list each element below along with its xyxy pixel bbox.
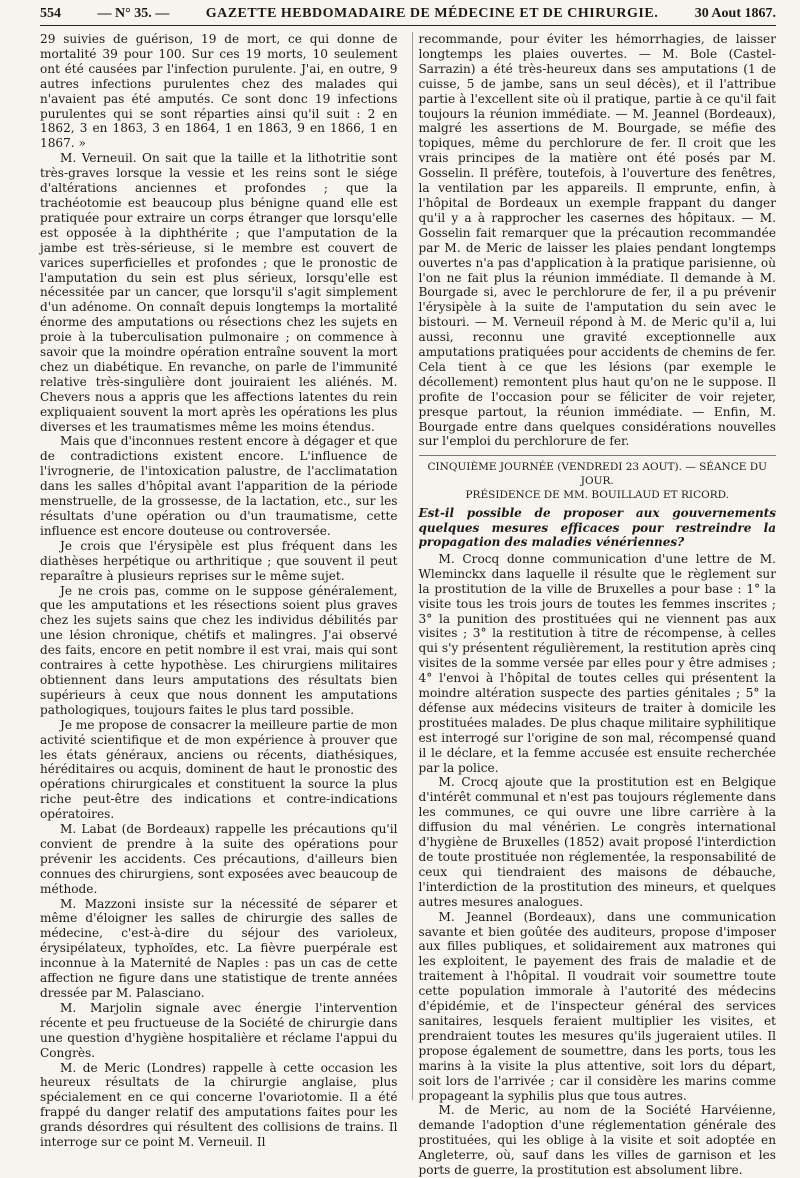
session-line: CINQUIÈME JOURNÉE (VENDREDI 23 AOUT). — SÉANCE DU JOUR. bbox=[427, 461, 768, 488]
issue-date: 30 Aout 1867. bbox=[694, 6, 776, 21]
paragraph: M. Marjolin signale avec énergie l'intervention récente et peu fructueuse de la Société de chirurgie dans une question d'hygiène hospitalière et réclame l'appui du Congrès. bbox=[40, 1000, 398, 1060]
page-number: 554 bbox=[40, 6, 61, 21]
paragraph: M. Jeannel (Bordeaux), dans une communication savante et bien goûtée des auditeurs, propose d'imposer aux filles publiques, et solidairement aux matrones qui les exploitent, le payement des frais de maladie et de traitement à l'hôpital. Il voudrait voir soumettre toute cette population immorale à l'autorité des médecins d'épidémie, et de l'inspecteur général des services sanitaires, lesquels feraient multiplier les visites, et prendraient toutes les mesures qu'ils jugeraient utiles. Il propose également de soumettre, dans les ports, tous les marins à la visite la plus attentive, soit lors du départ, soit lors de l'arrivée ; car il considère les marins comme propageant la syphilis plus que tous autres. bbox=[418, 909, 776, 1103]
paragraph: M. Mazzoni insiste sur la nécessité de séparer et même d'éloigner les salles de chirurgie des salles de médecine, c'est-à-dire du séjour des varioleux, érysipélateux, typhoïdes, etc. La fièvre puerpérale est inconnue à la Maternité de Naples : pas un cas de cette affection ne figure dans une statistique de trente années dressée par M. Palasciano. bbox=[40, 896, 398, 1000]
paragraph: Mais que d'inconnues restent encore à dégager et que de contradictions existent encore. L'influence de l'ivrognerie, de l'intoxication palustre, de l'acclimatation dans les salles d'hôpital avant l'apparition de la période menstruelle, de la grossesse, de la lactation, etc., sur les résultats d'une opération ou d'un traumatisme, cette influence est encore douteuse ou controversée. bbox=[40, 434, 398, 538]
paragraph: M. de Meric, au nom de la Société Harvéienne, demande l'adoption d'une réglementation générale des prostituées, qui les oblige à la visite et soit adoptée en Angleterre, où, sauf dans les villes de garnison et les ports de guerre, la prostitution est absolument libre. bbox=[418, 1103, 776, 1178]
paragraph: 29 suivies de guérison, 19 de mort, ce qui donne de mortalité 39 pour 100. Sur ces 19 morts, 10 seulement ont été causées par l'infection purulente. J'ai, en outre, 9 autres infections purulentes chez des malades qui n'avaient pas été amputés. Ce sont donc 19 infections purulentes qui se sont réparties ainsi qu'il suit : 2 en 1862, 3 en 1863, 3 en 1864, 1 en 1863, 9 en 1866, 1 en 1867. » bbox=[40, 32, 398, 151]
running-header bbox=[40, 6, 776, 26]
paragraph: Je ne crois pas, comme on le suppose généralement, que les amputations et les résections soient plus graves chez les sujets sains que chez les individus débilités par une lésion chronique, chétifs et malingres. J'ai observé des faits, encore en petit nombre il est vrai, mais qui sont contraires à cette hypothèse. Les chirurgiens militaires obtiennent dans leurs amputations des résultats bien supérieurs à ceux que nous donnent les amputations pathologiques, toujours faites le plus tard possible. bbox=[40, 583, 398, 717]
paragraph: Je me propose de consacrer la meilleure partie de mon activité scientifique et de mon expérience à prouver que les états généraux, anciens ou récents, diathésiques, héréditaires ou acquis, dominent de haut le pronostic des opérations chirurgicales et constituent la source la plus riche peut-être des indications et contre-indications opératoires. bbox=[40, 717, 398, 822]
issue-number: — N° 35. — bbox=[97, 6, 170, 21]
session-heading bbox=[419, 455, 777, 502]
paragraph: recommande, pour éviter les hémorrhagies, de laisser longtemps les plaies ouvertes. — M. Bole (Castel-Sarrazin) a été très-heureux dans ses amputations (1 de cuisse, 5 de jambe, sans un seul décès), et il l'attribue partie à l'excellent site où il pratique, partie à ce qu'il fait toujours la réunion immédiate. — M. Jeannel (Bordeaux), malgré les assertions de M. Bourgade, se méfie des topiques, même du perchlorure de fer. Il croit que les vrais principes de la matière ont été posés par M. Gosselin. Il préfère, toutefois, à l'ouverture des fenêtres, la ventilation par les appareils. Il emprunte, enfin, à l'hôpital de Bordeaux un exemple frappant du danger qu'il y a à rapprocher les casernes des hôpitaux. — M. Gosselin fait remarquer que la précaution recommandée par M. de Meric de laisser les plaies pendant longtemps ouvertes n'a pas d'application à la pratique parisienne, où l'on ne fait plus la réunion immédiate. Il demande à M. Bourgade si, avec le perchlorure de fer, il a pu prévenir l'érysipèle à la suite de l'amputation du sein avec le bistouri. — M. Verneuil répond à M. de Meric qu'il a, lui aussi, reconnu une gravité exceptionnelle aux amputations pratiquées pour accidents de chemins de fer. Cela tient à ce que les lésions (par exemple le décollement) remontent plus haut qu'on ne le suppose. Il profite de l'occasion pour se féliciter de voir rejeter, presque partout, la réunion immédiate. — Enfin, M. Bourgade entre dans quelques considérations nouvelles sur l'emploi du perchlorure de fer. bbox=[418, 32, 776, 449]
left-column bbox=[40, 32, 398, 1150]
paragraph: M. Labat (de Bordeaux) rappelle les précautions qu'il convient de prendre à la suite des opérations pour prévenir les accidents. Ces précautions, d'ailleurs bien connues des chirurgiens, sont exposées avec beaucoup de méthode. bbox=[40, 822, 398, 896]
paragraph: M. Verneuil. On sait que la taille et la lithotritie sont très-graves lorsque la vessie et les reins sont le siége d'altérations anciennes et profondes ; que la trachéotomie est beaucoup plus bénigne quand elle est pratiquée pour extraire un corps étranger que lorsqu'elle est opposée à la diphthérite ; que l'amputation de la jambe est très-sérieuse, si le membre est couvert de varices superficielles et profondes ; que le pronostic de l'amputation du sein est plus sérieux, lorsqu'elle est nécessitée par un cancer, que lorsqu'il s'agit simplement d'un adénome. On connaît depuis longtemps la mortalité énorme des amputations ou résections chez les sujets en proie à la tuberculisation pulmonaire ; on commence à savoir que la moindre opération entraîne souvent la mort chez un diabétique. En revanche, on parle de l'immunité relative très-singulière dont jouiraient les aliénés. M. Chevers nous a appris que les affections latentes du rein expliquaient souvent la mort après les opérations les plus diverses et les traumatismes même les moins étendus. bbox=[40, 151, 398, 434]
paragraph: Je crois que l'érysipèle est plus fréquent dans les diathèses herpétique ou arthritique ; que souvent il peut reparaître à plusieurs reprises sur le même sujet. bbox=[40, 538, 398, 583]
journal-title: GAZETTE HEBDOMADAIRE DE MÉDECINE ET DE CHIRURGIE. bbox=[205, 6, 659, 21]
paragraph: M. de Meric (Londres) rappelle à cette occasion les heureux résultats de la chirurgie anglaise, plus spécialement en ce qui concerne l'ovariotomie. Il a été frappé du danger relatif des amputations faites pour les grands désordres qui résultent des collisions de trains. Il interroge sur ce point M. Verneuil. Il bbox=[40, 1060, 398, 1150]
paragraph: M. Crocq donne communication d'une lettre de M. Wleminckx dans laquelle il résulte que le règlement sur la prostitution de la ville de Bruxelles a pour base : 1° la visite tous les trois jours de toutes les femmes inscrites ; 3° la punition des prostituées qui ne viennent pas aux visites ; 3° la restitution à titre de récompense, à celles qui s'y présentent régulièrement, la restitution après cinq visites de la somme versée par elles pour y être admises ; 4° l'envoi à l'hôpital de toutes celles qui présentent la moindre altération suspecte des parties génitales ; 5° la défense aux médecins visiteurs de traiter à domicile les prostituées malades. De plus chaque militaire syphilitique est interrogé sur l'origine de son mal, récompensé quand il le déclare, et la femme accusée est ensuite recherchée par la police. bbox=[418, 551, 776, 775]
question-heading: Est-il possible de proposer aux gouvernements quelques mesures efficaces pour restreindre la propagation des maladies vénériennes? bbox=[418, 506, 776, 550]
session-presidency: PRÉSIDENCE DE MM. BOUILLAUD ET RICORD. bbox=[465, 489, 730, 502]
two-column-body bbox=[40, 32, 776, 1178]
right-column bbox=[412, 32, 777, 1178]
paragraph: M. Crocq ajoute que la prostitution est en Belgique d'intérêt communal et n'est pas toujours réglemente dans les communes, ce qui ouvre une libre carrière à la diffusion du mal vénérien. Le congrès international d'hygiène de Bruxelles (1852) avait proposé l'interdiction de toute prostituée non réglementée, la responsabilité de ceux qui tiendraient des maisons de débauche, l'interdiction de la prostitution des mineurs, et quelques autres mesures analogues. bbox=[418, 775, 776, 909]
